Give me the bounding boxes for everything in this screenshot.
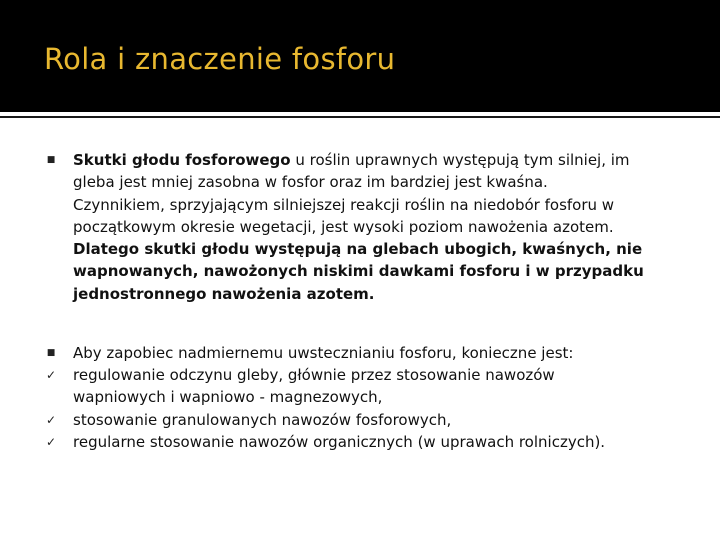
title-divider (0, 116, 720, 118)
square-bullet-icon: ■ (46, 155, 56, 165)
paragraph-line: gleba jest mniej zasobna w fosfor oraz im bardziej jest kwaśna. (73, 173, 548, 192)
square-bullet-icon: ■ (46, 348, 56, 358)
check-item-2: stosowanie granulowanych nawozów fosforowych, (73, 411, 452, 429)
paragraph-line: początkowym okresie wegetacji, jest wysoki poziom nawożenia azotem. (73, 217, 614, 236)
paragraph-line-bold: jednostronnego nawożenia azotem. (73, 284, 375, 303)
bullet-paragraph-2: Aby zapobiec nadmiernemu uwstecznianiu fosforu, konieczne jest: (73, 344, 574, 362)
slide-title: Rola i znaczenie fosforu (44, 42, 396, 76)
paragraph-line-bold: wapnowanych, nawożonych niskimi dawkami fosforu i w przypadku (73, 262, 644, 281)
paragraph-line: Czynnikiem, sprzyjającym silniejszej reakcji roślin na niedobór fosforu w (73, 195, 615, 214)
paragraph-line-bold: Dlatego skutki głodu występują na glebach ubogich, kwaśnych, nie (73, 240, 643, 259)
bold-lead: Skutki głodu fosforowego (73, 151, 291, 169)
bullet-paragraph-1 (73, 149, 673, 305)
text-run: u roślin uprawnych występują tym silniej, im (290, 151, 630, 169)
check-line: regulowanie odczynu gleby, głównie przez stosowanie nawozów (73, 366, 555, 384)
checkmark-icon: ✓ (45, 413, 57, 427)
check-item-3: regularne stosowanie nawozów organicznych (w uprawach rolniczych). (73, 433, 606, 451)
checkmark-icon: ✓ (45, 435, 57, 449)
paragraph-line (73, 149, 673, 171)
check-item-1 (73, 364, 673, 409)
check-line: wapniowych i wapniowo - magnezowych, (73, 388, 383, 407)
checkmark-icon: ✓ (45, 368, 57, 382)
